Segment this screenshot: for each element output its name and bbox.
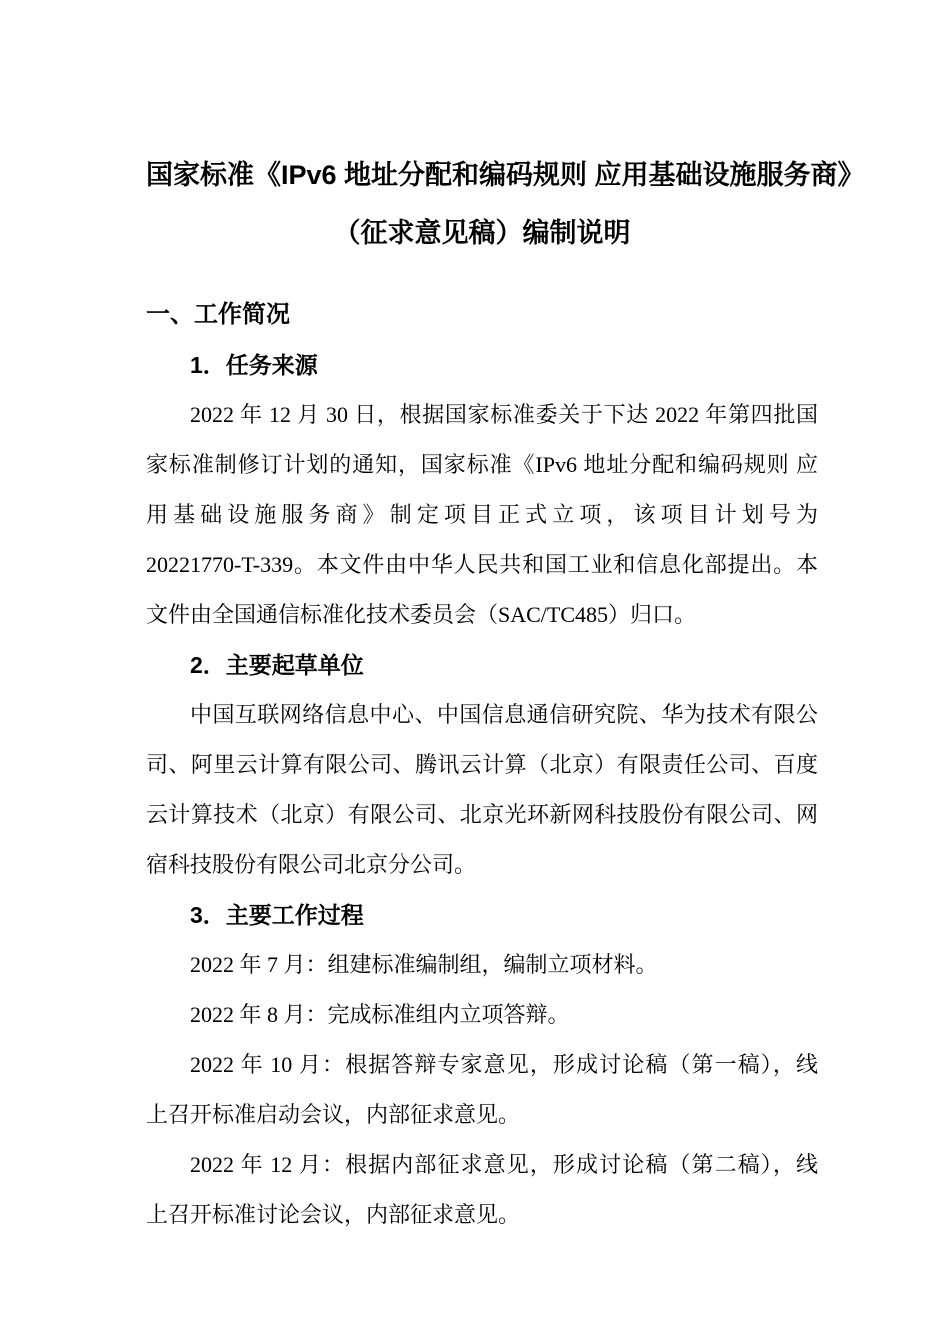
paragraph-line: 2022 年 8 月：完成标准组内立项答辩。: [190, 1002, 570, 1027]
paragraph-line: 上召开标准讨论会议，内部征求意见。: [146, 1202, 521, 1227]
paragraph-line: 家标准制修订计划的通知，国家标准《IPv6 地址分配和编码规则 应: [146, 452, 818, 477]
paragraph-line: 上召开标准启动会议，内部征求意见。: [146, 1102, 521, 1127]
paragraph-line: 2022 年 7 月：组建标准编制组，编制立项材料。: [190, 952, 658, 977]
paragraph-line: 中国互联网络信息中心、中国信息通信研究院、华为技术有限公: [190, 702, 818, 727]
paragraph-line: 云计算技术（北京）有限公司、北京光环新网科技股份有限公司、网: [146, 802, 818, 827]
subsection-heading-work-process: 3．主要工作过程: [190, 902, 364, 928]
paragraph-line: 司、阿里云计算有限公司、腾讯云计算（北京）有限责任公司、百度: [146, 752, 818, 777]
paragraph-milestone-july: [146, 940, 818, 990]
paragraph-line: 用基础设施服务商》制定项目正式立项，该项目计划号为: [146, 502, 818, 527]
doc-title-line-2: （征求意见稿）编制说明: [333, 218, 631, 248]
subsection-heading-drafting-units: 2．主要起草单位: [190, 652, 364, 678]
paragraph-line: 2022 年 12 月 30 日，根据国家标准委关于下达 2022 年第四批国: [190, 402, 818, 427]
doc-title-line-1: 国家标准《IPv6 地址分配和编码规则 应用基础设施服务商》: [146, 160, 865, 190]
document-content: [146, 0, 865, 1240]
paragraph-line: 20221770-T-339。本文件由中华人民共和国工业和信息化部提出。本: [146, 552, 818, 577]
paragraph-milestone-august: [146, 990, 818, 1040]
paragraph-drafting-units: [146, 690, 818, 890]
paragraph-milestone-december: [146, 1140, 818, 1240]
paragraph-line: 2022 年 12 月：根据内部征求意见，形成讨论稿（第二稿），线: [190, 1152, 818, 1177]
paragraph-line: 2022 年 10 月：根据答辩专家意见，形成讨论稿（第一稿），线: [190, 1052, 818, 1077]
paragraph-milestone-october: [146, 1040, 818, 1140]
section-heading-work-overview: 一、工作简况: [146, 301, 290, 328]
paragraph-line: 文件由全国通信标准化技术委员会（SAC/TC485）归口。: [146, 602, 697, 627]
paragraph-task-source: [146, 390, 818, 640]
paragraph-line: 宿科技股份有限公司北京分公司。: [146, 852, 477, 877]
subsection-heading-task-source: 1．任务来源: [190, 352, 318, 378]
